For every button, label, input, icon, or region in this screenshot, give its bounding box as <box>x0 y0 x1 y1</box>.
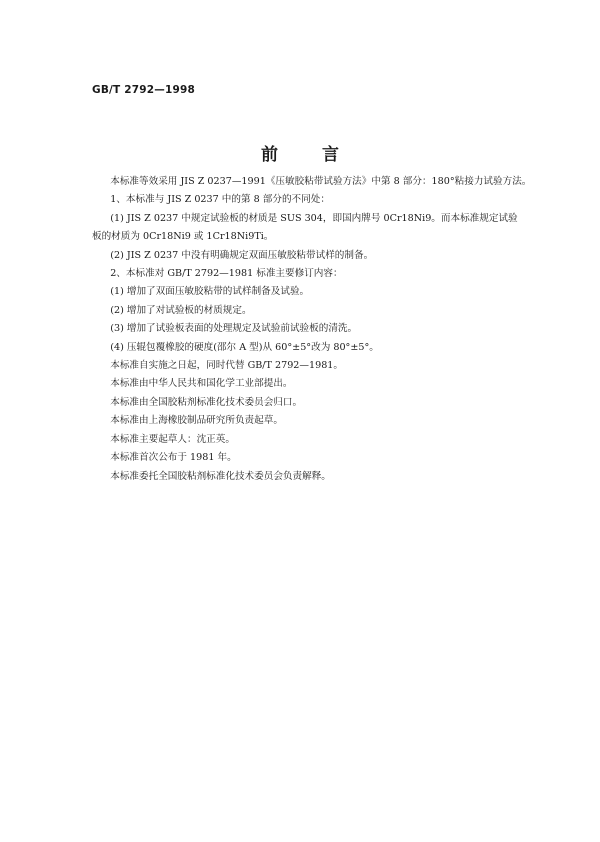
page-title: 前言 <box>261 145 383 165</box>
paragraph-revision-1: (1) 增加了双面压敏胶粘带的试样制备及试验。 <box>110 286 310 298</box>
paragraph-difference-2: (2) JIS Z 0237 中没有明确规定双面压敏胶粘带试样的制备。 <box>110 249 374 261</box>
paragraph-differences-heading: 1、本标准与 JIS Z 0237 中的第 8 部分的不同处： <box>110 194 330 206</box>
paragraph-proposed-by: 本标准由中华人民共和国化学工业部提出。 <box>110 378 293 390</box>
paragraph-equivalence: 本标准等效采用 JIS Z 0237—1991《压敏胶粘带试验方法》中第 8 部分：180°粘接力试验方法。 <box>110 176 532 187</box>
standard-code: GB/T 2792—1998 <box>92 84 196 96</box>
paragraph-revision-2: (2) 增加了对试验板的材质规定。 <box>110 304 252 316</box>
paragraph-revision-3: (3) 增加了试验板表面的处理规定及试验前试验板的清洗。 <box>110 323 358 335</box>
paragraph-first-published: 本标准首次公布于 1981 年。 <box>110 452 237 464</box>
paragraph-interpretation: 本标准委托全国胶粘剂标准化技术委员会负责解释。 <box>110 470 331 482</box>
paragraph-difference-1: (1) JIS Z 0237 中规定试验板的材质是 SUS 304，即国内牌号 0Cr18Ni9。而本标准规定试验板的材质为 0Cr18Ni9 或 1Cr18Ni9Ti。 <box>92 212 518 243</box>
paragraph-drafters: 本标准主要起草人：沈正英。 <box>110 433 235 445</box>
document-body <box>92 173 532 486</box>
paragraph-revision-4: (4) 压辊包覆橡胶的硬度(邵尔 A 型)从 60°±5°改为 80°±5°。 <box>110 341 379 353</box>
paragraph-revisions-heading: 2、本标准对 GB/T 2792—1981 标准主要修订内容： <box>110 268 343 280</box>
paragraph-effective: 本标准自实施之日起，同时代替 GB/T 2792—1981。 <box>110 360 344 372</box>
paragraph-centralized-by: 本标准由全国胶粘剂标准化技术委员会归口。 <box>110 396 303 408</box>
paragraph-drafted-by: 本标准由上海橡胶制品研究所负责起草。 <box>110 415 283 427</box>
